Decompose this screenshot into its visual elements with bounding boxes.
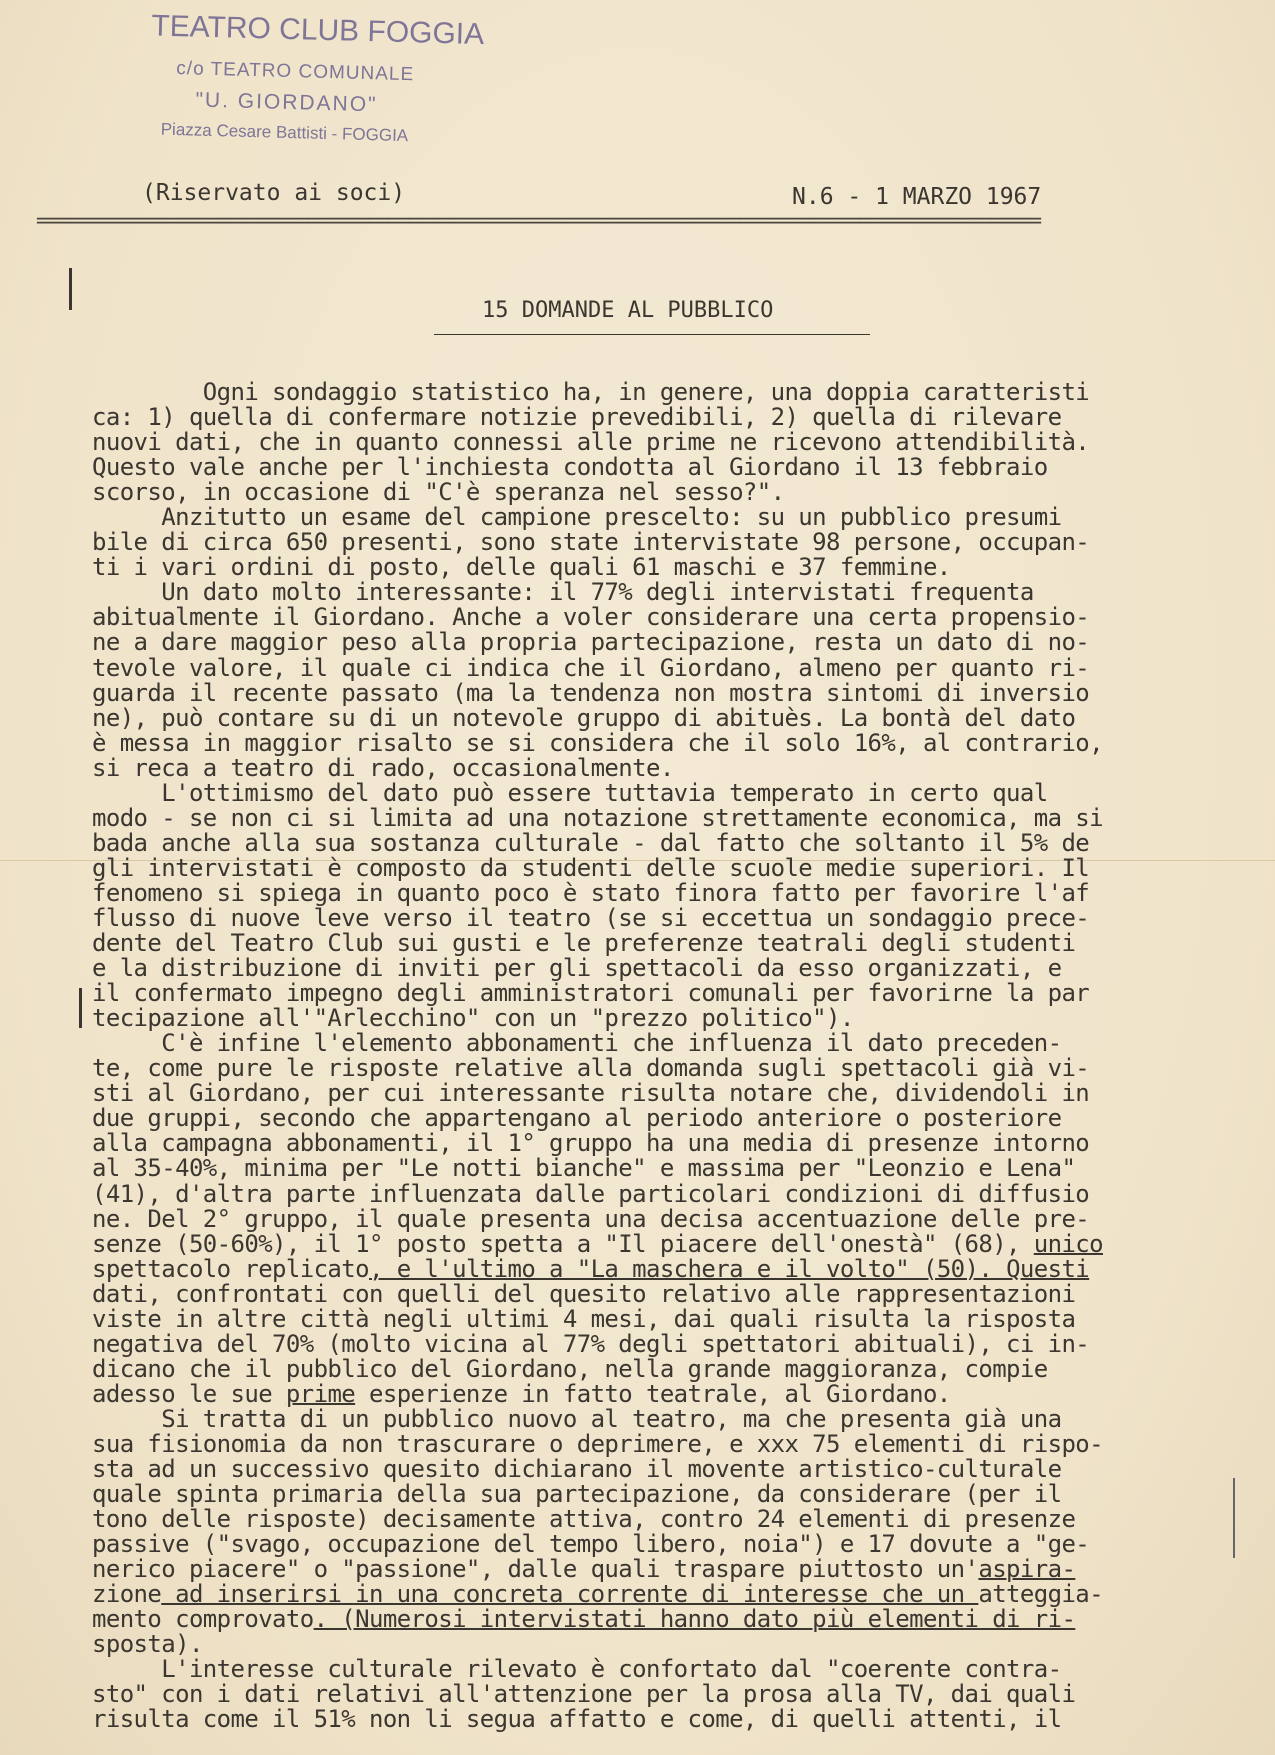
text-line [92, 1056, 1232, 1081]
text-segment: sti al Giordano, per cui interessante risulta notare che, dividendoli in [92, 1079, 1090, 1108]
text-segment: tono delle risposte) decisamente attiva, contro 24 elementi di presenze [92, 1505, 1076, 1534]
text-segment: nerico piacere" o "passione", dalle quali traspare piuttosto un' [92, 1555, 979, 1584]
text-segment: ne. Del 2° gruppo, il quale presenta una decisa accentuazione delle pre- [92, 1204, 1090, 1233]
text-line [92, 1457, 1232, 1482]
text-segment: sua fisionomia da non trascurare o deprimere, e xxx 75 elementi di rispo- [92, 1429, 1103, 1458]
text-line [92, 1156, 1232, 1181]
text-line [92, 1254, 1232, 1283]
text-segment: ne), può contare su di un notevole gruppo di abituès. La bontà del dato [92, 703, 1076, 732]
text-segment: spettacolo replicato [92, 1254, 369, 1283]
text-line [92, 1607, 1232, 1632]
text-segment: il confermato impegno degli amministratori comunali per favorirne la par [92, 979, 1090, 1008]
text-line [92, 1429, 1232, 1458]
text-line [92, 1682, 1232, 1707]
text-line [92, 653, 1232, 682]
text-segment: guarda il recente passato (ma la tendenza non mostra sintomi di inversio [92, 678, 1090, 707]
text-line [92, 1304, 1232, 1333]
text-line [92, 1081, 1232, 1106]
text-line [92, 678, 1232, 707]
text-segment: (41), d'altra parte influenzata dalle particolari condizioni di diffusio [92, 1179, 1090, 1208]
text-line [92, 505, 1232, 530]
text-segment: L'interesse culturale rilevato è confortato dal "coerente contra- [92, 1655, 1062, 1684]
text-segment: dente del Teatro Club sui gusti e le preferenze teatrali degli studenti [92, 929, 1076, 958]
text-segment: e la distribuzione di inviti per gli spettacoli da esso organizzati, e [92, 954, 1062, 983]
stamp-line-1: TEATRO CLUB FOGGIA [151, 9, 485, 52]
text-line [92, 1482, 1232, 1507]
text-segment: C'è infine l'elemento abbonamenti che influenza il dato preceden- [92, 1029, 1062, 1058]
text-segment: risulta come il 51% non li segua affatto e come, di quelli attenti, il [92, 1705, 1062, 1734]
text-segment: è messa in maggior risalto se si considera che il solo 16%, al contrario, [92, 728, 1103, 757]
stamp-line-2: c/o TEATRO COMUNALE [176, 58, 415, 86]
text-line [92, 1279, 1232, 1308]
text-line [92, 1582, 1232, 1607]
text-segment: adesso le sue [92, 1379, 286, 1408]
underlined-text: prime [285, 1379, 356, 1408]
text-segment: scorso, in occasione di "C'è speranza nel sesso?". [92, 478, 785, 507]
text-line [92, 380, 1232, 405]
issue-number: N.6 - 1 MARZO 1967 [792, 184, 1042, 210]
stamp-line-4: Piazza Cesare Battisti - FOGGIA [160, 119, 409, 146]
text-segment: sto" con i dati relativi all'attenzione per la prosa alla TV, dai quali [92, 1680, 1076, 1709]
underlined-text: ad inserirsi in una concreta corrente di interesse che un [161, 1580, 979, 1609]
article-body [92, 380, 1232, 1733]
text-segment: bada anche alla sua sostanza culturale - dal fatto che soltanto il 5% de [92, 828, 1090, 857]
margin-mark [69, 268, 72, 310]
text-segment: te, come pure le risposte relative alla domanda sugli spettacoli già vi- [92, 1054, 1090, 1083]
text-segment: fenomeno si spiega in quanto poco è stato finora fatto per favorire l'af [92, 878, 1090, 907]
text-segment: ti i vari ordini di posto, delle quali 61 maschi e 37 femmine. [92, 553, 951, 582]
header-row [142, 180, 1082, 210]
underlined-text: , e l'ultimo a "La maschera e il volto" (50). Questi [369, 1254, 1090, 1283]
text-line [92, 1657, 1232, 1682]
text-line [92, 455, 1232, 480]
margin-mark [79, 988, 82, 1028]
text-segment: quale spinta primaria della sua partecipazione, da considerare (per il [92, 1480, 1062, 1509]
stamp-line-3: "U. GIORDANO" [195, 88, 378, 117]
text-segment: nuovi dati, che in quanto connessi alle prime ne ricevono attendibilità. [92, 428, 1090, 457]
text-line [92, 878, 1232, 907]
staple-mark [1233, 1478, 1235, 1558]
text-line [92, 630, 1232, 655]
text-line [92, 903, 1232, 932]
text-segment: Questo vale anche per l'inchiesta condotta al Giordano il 13 febbraio [92, 453, 1048, 482]
text-segment: Anzitutto un esame del campione prescelto: su un pubblico presumi [92, 503, 1062, 532]
text-line [92, 778, 1232, 807]
text-segment: si reca a teatro di rado, occasionalmente. [92, 753, 674, 782]
text-segment: bile di circa 650 presenti, sono state intervistate 98 persone, occupan- [92, 528, 1090, 557]
text-segment: dati, confrontati con quelli del quesito relativo alle rappresentazioni [92, 1279, 1076, 1308]
text-segment: viste in altre città negli ultimi 4 mesi, dai quali risulta la risposta [92, 1304, 1076, 1333]
text-segment: modo - se non ci si limita ad una notazione strettamente economica, ma si [92, 803, 1103, 832]
text-line [92, 1632, 1232, 1657]
text-line [92, 956, 1232, 981]
text-line [92, 1354, 1232, 1383]
text-line [92, 605, 1232, 630]
text-segment: alla campagna abbonamenti, il 1° gruppo ha una media di presenze intorno [92, 1129, 1090, 1158]
text-line [92, 1707, 1232, 1732]
underlined-text: unico [1033, 1229, 1103, 1258]
text-segment: sposta). [92, 1630, 203, 1659]
text-segment: negativa del 70% (molto vicina al 77% degli spettatori abituali), ci in- [92, 1329, 1090, 1358]
text-line [92, 1131, 1232, 1156]
text-line [92, 931, 1232, 956]
text-line [92, 480, 1232, 505]
title-underline [434, 334, 870, 335]
text-segment: gli intervistati è composto da studenti delle scuole medie superiori. Il [92, 853, 1090, 882]
text-line [92, 853, 1232, 882]
text-segment: al 35-40%, minima per "Le notti bianche" e massima per "Leonzio e Lena" [92, 1154, 1076, 1183]
club-stamp [146, 3, 510, 162]
text-segment: ca: 1) quella di confermare notizie prevedibili, 2) quella di rilevare [92, 403, 1062, 432]
text-segment: abitualmente il Giordano. Anche a voler considerare una certa propensio- [92, 603, 1090, 632]
text-line [92, 1106, 1232, 1131]
separator-line: ==================================================================================================== [36, 208, 1041, 230]
text-segment: Ogni sondaggio statistico ha, in genere, una doppia caratteristi [92, 378, 1090, 406]
text-segment: tevole valore, il quale ci indica che il Giordano, almeno per quanto ri- [92, 653, 1090, 682]
text-segment: atteggia- [978, 1580, 1104, 1609]
reserved-note: (Riservato ai soci) [142, 180, 406, 206]
text-line [92, 580, 1232, 605]
text-segment: ne a dare maggior peso alla propria partecipazione, resta un dato di no- [92, 628, 1090, 657]
text-segment: L'ottimismo del dato può essere tuttavia temperato in certo qual [92, 778, 1048, 807]
text-line [92, 728, 1232, 757]
text-line [92, 703, 1232, 732]
text-line [92, 1507, 1232, 1532]
text-line [92, 1329, 1232, 1358]
text-segment: senze (50-60%), il 1° posto spetta a "Il piacere dell'onestà" (68), [92, 1229, 1034, 1258]
text-segment: Si tratta di un pubblico nuovo al teatro, ma che presenta già una [92, 1404, 1062, 1433]
text-line [92, 530, 1232, 555]
text-line [92, 981, 1232, 1006]
text-segment: flusso di nuove leve verso il teatro (se si eccettua un sondaggio prece- [92, 903, 1090, 932]
text-line [92, 1229, 1232, 1258]
text-line [92, 1031, 1232, 1056]
article-title: 15 DOMANDE AL PUBBLICO [482, 298, 774, 323]
text-line [92, 405, 1232, 430]
text-line [92, 555, 1232, 580]
underlined-text: . (Numerosi intervistati hanno dato più elementi di ri- [313, 1605, 1076, 1634]
text-line [92, 430, 1232, 455]
text-segment: Un dato molto interessante: il 77% degli intervistati frequenta [92, 578, 1034, 607]
text-line [92, 1557, 1232, 1582]
text-line [92, 1204, 1232, 1233]
text-line [92, 1404, 1232, 1433]
text-line [92, 1532, 1232, 1557]
text-segment: mento comprovato [92, 1605, 314, 1634]
text-segment: passive ("svago, occupazione del tempo libero, noia") e 17 dovute a "ge- [92, 1530, 1090, 1559]
text-segment: dicano che il pubblico del Giordano, nella grande maggioranza, compie [92, 1354, 1048, 1383]
text-segment: sta ad un successivo quesito dichiarano il movente artistico-culturale [92, 1455, 1062, 1484]
text-line [92, 1379, 1232, 1408]
text-segment: zione [92, 1580, 162, 1609]
text-segment: tecipazione all'"Arlecchino" con un "prezzo politico"). [92, 1004, 854, 1033]
text-line [92, 828, 1232, 857]
text-segment: due gruppi, secondo che appartengano al periodo anteriore o posteriore [92, 1104, 1062, 1133]
underlined-text: aspira- [978, 1555, 1076, 1584]
text-line [92, 803, 1232, 832]
text-segment: esperienze in fatto teatrale, al Giordano. [355, 1379, 951, 1408]
text-line [92, 1179, 1232, 1208]
text-line [92, 1006, 1232, 1031]
text-line [92, 753, 1232, 782]
